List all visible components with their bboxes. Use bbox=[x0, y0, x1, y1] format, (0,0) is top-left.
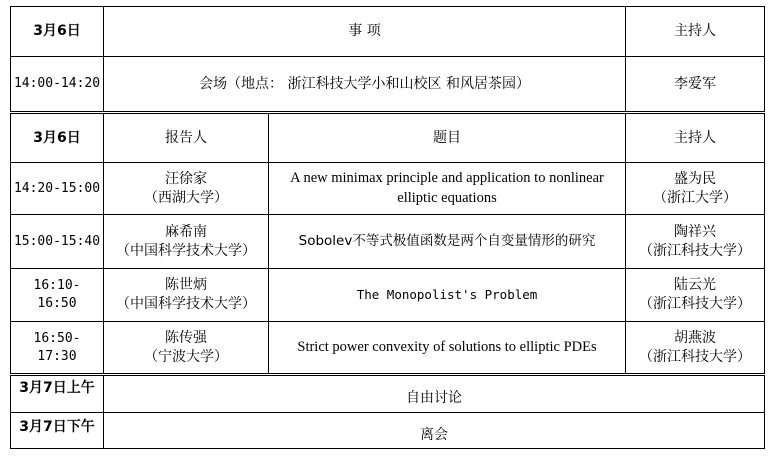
day2-morning-event: 自由讨论 bbox=[103, 375, 765, 413]
block1-time-cell: 14:00-14:20 bbox=[10, 56, 104, 112]
block1-event-header: 事 项 bbox=[103, 6, 626, 57]
block1-host-cell: 李爱军 bbox=[625, 56, 765, 112]
block1-host-header: 主持人 bbox=[625, 6, 765, 57]
time-start: 16:10- bbox=[33, 278, 81, 294]
day2-afternoon-event: 离会 bbox=[103, 412, 765, 449]
speaker-name: 陈传强 bbox=[165, 329, 207, 346]
block2-date-header: 3月6日 bbox=[10, 113, 104, 163]
speaker-name: 麻希南 bbox=[165, 223, 207, 240]
time-start: 16:50- bbox=[33, 330, 81, 346]
talk-speaker-cell bbox=[103, 162, 269, 215]
talk-speaker-cell bbox=[103, 321, 269, 374]
host-name: 陶祥兴 bbox=[674, 223, 716, 240]
block2-host-header: 主持人 bbox=[625, 113, 765, 163]
talk-host-cell bbox=[625, 214, 765, 269]
time-end: 17:30 bbox=[37, 348, 77, 364]
talk-time-cell bbox=[10, 321, 104, 374]
block1-venue-cell: 会场（地点： 浙江科技大学小和山校区 和风居茶园） bbox=[103, 56, 626, 112]
speaker-affiliation: （中国科学技术大学） bbox=[116, 242, 256, 259]
host-name: 陆云光 bbox=[674, 277, 716, 294]
day2-morning-label: 3月7日上午 bbox=[10, 375, 104, 413]
talk-title-cell: The Monopolist's Problem bbox=[268, 268, 626, 322]
talk-host-cell bbox=[625, 162, 765, 215]
block2-title-header: 题目 bbox=[268, 113, 626, 163]
talk-title-cell: Sobolev不等式极值函数是两个自变量情形的研究 bbox=[268, 214, 626, 269]
talk-time-cell: 15:00-15:40 bbox=[10, 214, 104, 269]
speaker-name: 陈世炳 bbox=[165, 277, 207, 294]
time-end: 16:50 bbox=[37, 296, 77, 311]
talk-host-cell bbox=[625, 268, 765, 322]
host-affiliation: （浙江科技大学） bbox=[639, 242, 751, 259]
talk-time-cell bbox=[10, 268, 104, 322]
talk-speaker-cell bbox=[103, 214, 269, 269]
host-affiliation: （浙江科技大学） bbox=[639, 296, 751, 312]
host-name: 胡燕波 bbox=[674, 329, 716, 346]
speaker-affiliation: （西湖大学） bbox=[144, 189, 228, 206]
block2-speaker-header: 报告人 bbox=[103, 113, 269, 163]
block1-date-header: 3月6日 bbox=[10, 6, 104, 57]
talk-title-cell: A new minimax principle and application to nonlinear elliptic equations bbox=[268, 162, 626, 215]
speaker-affiliation: （中国科学技术大学） bbox=[116, 296, 256, 312]
talk-time-cell: 14:20-15:00 bbox=[10, 162, 104, 215]
host-affiliation: （浙江科技大学） bbox=[639, 348, 751, 365]
talk-title-cell: Strict power convexity of solutions to elliptic PDEs bbox=[268, 321, 626, 374]
day2-afternoon-label: 3月7日下午 bbox=[10, 412, 104, 449]
talk-speaker-cell bbox=[103, 268, 269, 322]
speaker-name: 汪徐家 bbox=[165, 170, 207, 187]
speaker-affiliation: （宁波大学） bbox=[144, 348, 228, 365]
talk-host-cell bbox=[625, 321, 765, 374]
host-affiliation: （浙江大学） bbox=[653, 189, 737, 206]
host-name: 盛为民 bbox=[674, 170, 716, 187]
